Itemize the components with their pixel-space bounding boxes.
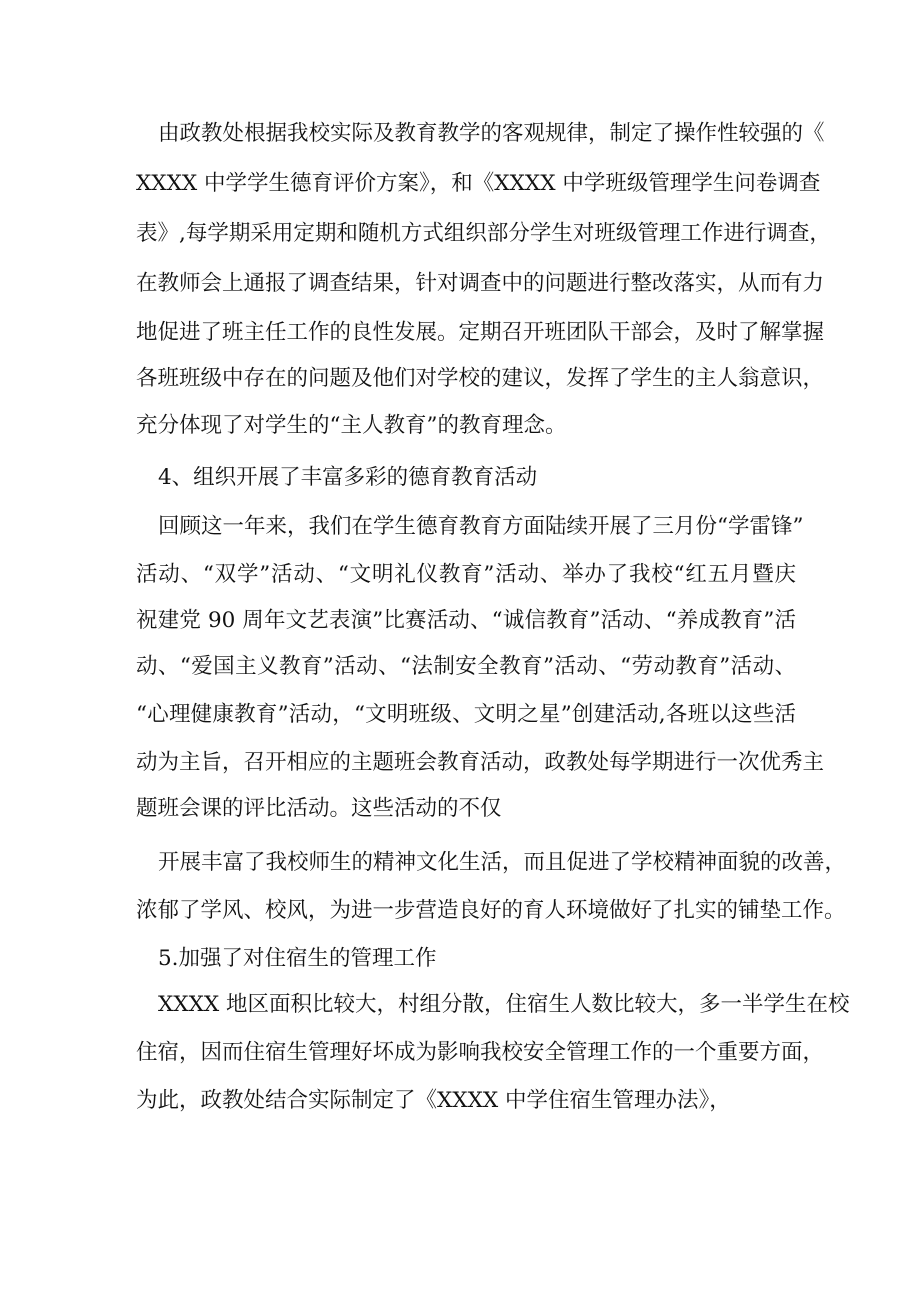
paragraph-line: 活动、“双学”活动、“文明礼仪教育”活动、举办了我校“红五月暨庆 (136, 562, 796, 587)
paragraph-line: 表》,每学期采用定期和随机方式组织部分学生对班级管理工作进行调查， (136, 221, 831, 246)
paragraph-line: 住宿，因而住宿生管理好坏成为影响我校安全管理工作的一个重要方面， (136, 1040, 825, 1065)
paragraph-line: 题班会课的评比活动。这些活动的不仅 (136, 796, 502, 821)
paragraph-line: 回顾这一年来，我们在学生德育教育方面陆续开展了三月份“学雷锋” (158, 514, 804, 539)
paragraph-line: 浓郁了学风、校风，为进一步营造良好的育人环境做好了扎实的铺垫工作。 (136, 898, 846, 923)
section-heading: 4、组织开展了丰富多彩的德育教育活动 (158, 465, 538, 490)
paragraph-line: 为此，政教处结合实际制定了《XXXX 中学住宿生管理办法》， (136, 1088, 731, 1113)
paragraph-line: 地促进了班主任工作的良性发展。定期召开班团队干部会，及时了解掌握 (136, 320, 825, 345)
section-heading: 5.加强了对住宿生的管理工作 (158, 946, 437, 971)
paragraph-line: XXXX 地区面积比较大，村组分散，住宿生人数比较大，多一半学生在校 (158, 992, 850, 1017)
paragraph-line: 动、“爱国主义教育”活动、“法制安全教育”活动、“劳动教育”活动、 (136, 654, 796, 679)
paragraph-line: 各班班级中存在的问题及他们对学校的建议，发挥了学生的主人翁意识， (136, 366, 825, 391)
paragraph-line: XXXX 中学学生德育评价方案》，和《XXXX 中学班级管理学生问卷调查 (136, 171, 821, 196)
paragraph-line: 开展丰富了我校师生的精神文化生活，而且促进了学校精神面貌的改善， (158, 850, 847, 875)
paragraph-line: 祝建党 90 周年文艺表演”比赛活动、“诚信教育”活动、“养成教育”活 (136, 608, 796, 633)
paragraph-line: 在教师会上通报了调查结果，针对调查中的问题进行整改落实，从而有力 (136, 271, 825, 296)
paragraph-line: 由政教处根据我校实际及教育教学的客观规律，制定了操作性较强的《 (158, 121, 825, 146)
paragraph-line: 动为主旨，召开相应的主题班会教育活动，政教处每学期进行一次优秀主 (136, 750, 825, 775)
paragraph-line: “心理健康教育”活动，“文明班级、文明之星”创建活动,各班以这些活 (136, 702, 796, 727)
paragraph-line: 充分体现了对学生的“主人教育”的教育理念。 (136, 413, 567, 438)
